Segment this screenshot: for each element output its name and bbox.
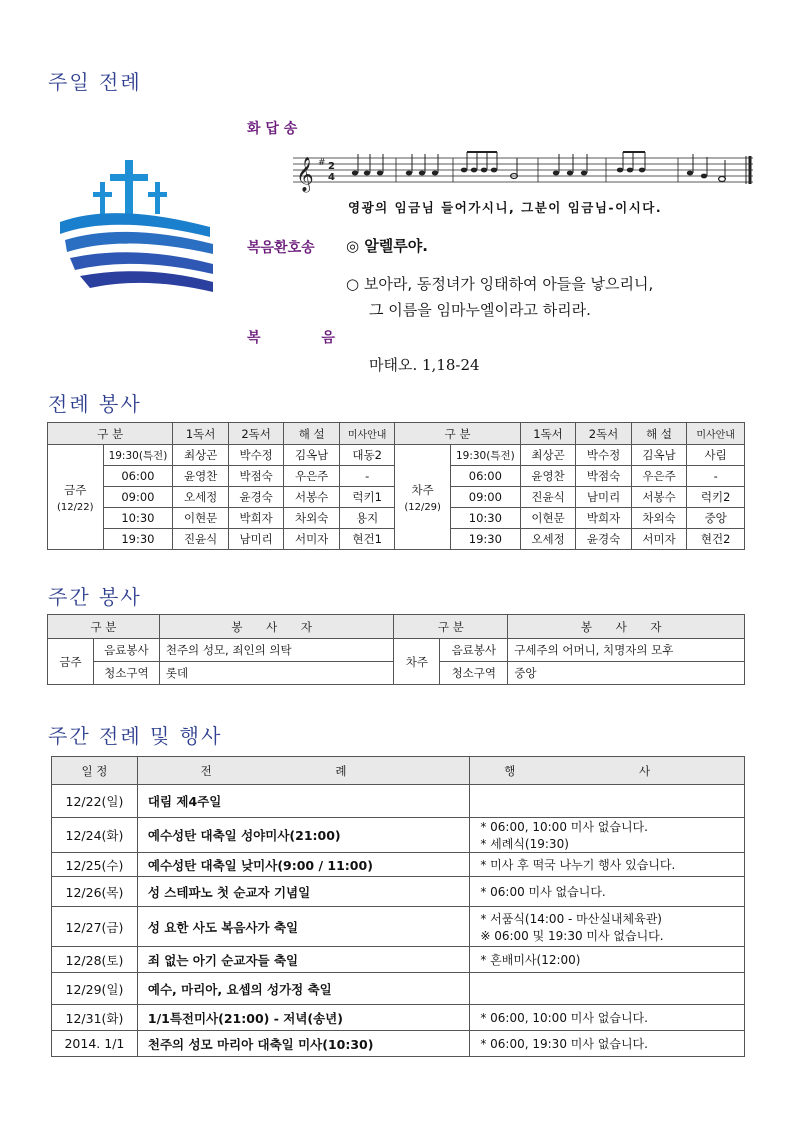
weekly-service-table	[47, 614, 745, 685]
table-row: 12/26(목) 성 스테파노 첫 순교자 기념일 * 06:00 미사 없습니다.	[52, 877, 745, 907]
gospel-reference: 마태오. 1,18-24	[369, 356, 480, 374]
header-guide-next: 미사안내	[687, 423, 745, 445]
svg-text:4: 4	[328, 172, 335, 183]
responsorial-label: 화 답 송	[247, 121, 298, 137]
table-row: 12/24(화) 예수성탄 대축일 성야미사(21:00) * 06:00, 10:00 미사 없습니다. * 세례식(19:30)	[52, 818, 745, 853]
psalm-lyrics: 영광의 임금님 들어가시니, 그분이 임금님-이시다.	[348, 200, 663, 215]
header-volunteer: 봉 사 자	[159, 615, 394, 639]
weekly-service-title: 주간 봉사	[48, 585, 142, 609]
alleluia-label: 복음환호송	[247, 240, 315, 256]
table-row: 금주 (12/22) 19:30(특전) 최상곤 박수정 김옥남 대동2 차주 (12/29) 19:30(특전) 최상곤 박수정 김옥남 사림	[48, 445, 745, 466]
header-category: 구 분	[48, 615, 160, 639]
header-commentary: 해 설	[284, 423, 340, 445]
verse-line-1: ○ 보아라, 동정녀가 잉태하여 아들을 낳으리니,	[346, 275, 654, 293]
table-row: 청소구역 롯데 청소구역 중앙	[48, 662, 745, 685]
table-row: 12/22(일) 대림 제4주일	[52, 785, 745, 818]
header-date: 일 정	[52, 757, 138, 785]
header-commentary-next: 해 설	[631, 423, 687, 445]
gospel-label: 복 음	[247, 330, 363, 346]
schedule-table	[51, 756, 745, 1057]
table-row: 금주 음료봉사 천주의 성모, 죄인의 의탁 차주 음료봉사 구세주의 어머니, 치명자의 모후	[48, 639, 745, 662]
header-guide: 미사안내	[339, 423, 395, 445]
header-category-next: 구 분	[394, 615, 508, 639]
table-row: 12/28(토) 죄 없는 아기 순교자들 축일 * 혼배미사(12:00)	[52, 947, 745, 973]
table-row: 2014. 1/1 천주의 성모 마리아 대축일 미사(10:30) * 06:00, 19:30 미사 없습니다.	[52, 1031, 745, 1057]
header-liturgy: 전 례	[137, 757, 469, 785]
table-row: 12/27(금) 성 요한 사도 복음사가 축일 * 서품식(14:00 - 마산실내체육관) ※ 06:00 및 19:30 미사 없습니다.	[52, 907, 745, 947]
table-row: 09:00 오세정 윤경숙 서봉수 럭키1 09:00 진윤식 남미리 서봉수 럭키2	[48, 487, 745, 508]
table-row: 10:30 이현문 박희자 차외숙 용지 10:30 이현문 박희자 차외숙 중앙	[48, 508, 745, 529]
header-reading1-next: 1독서	[520, 423, 576, 445]
header-reading1: 1독서	[173, 423, 229, 445]
header-category-next: 구 분	[395, 423, 520, 445]
header-volunteer-next: 봉 사 자	[508, 615, 745, 639]
table-row: 12/25(수) 예수성탄 대축일 낮미사(9:00 / 11:00) * 미사 후 떡국 나누기 행사 있습니다.	[52, 853, 745, 877]
svg-text:𝄞: 𝄞	[296, 157, 314, 192]
verse-line-2: 그 이름을 임마누엘이라고 하리라.	[369, 301, 591, 319]
header-reading2: 2독서	[228, 423, 284, 445]
table-row: 19:30 진윤식 남미리 서미자 현건1 19:30 오세정 윤경숙 서미자 현건2	[48, 529, 745, 550]
parish-logo	[55, 152, 215, 312]
alleluia-text: ◎ 알렐루야.	[346, 237, 428, 255]
header-category: 구 분	[48, 423, 173, 445]
header-reading2-next: 2독서	[576, 423, 632, 445]
header-event: 행 사	[470, 757, 745, 785]
table-row: 12/29(일) 예수, 마리아, 요셉의 성가정 축일	[52, 973, 745, 1005]
liturgy-service-title: 전례 봉사	[48, 392, 142, 416]
table-row: 12/31(화) 1/1특전미사(21:00) - 저녁(송년) * 06:00, 10:00 미사 없습니다.	[52, 1005, 745, 1031]
next-week-cell: 차주 (12/29)	[395, 445, 451, 550]
music-staff	[288, 150, 758, 198]
svg-text:#: #	[318, 158, 326, 168]
svg-text:2: 2	[328, 161, 335, 172]
liturgy-service-table	[47, 422, 745, 550]
table-row: 06:00 윤영찬 박점숙 우은주 - 06:00 윤영찬 박점숙 우은주 -	[48, 466, 745, 487]
this-week-cell: 금주 (12/22)	[48, 445, 104, 550]
schedule-title: 주간 전례 및 행사	[48, 724, 223, 748]
page-title: 주일 전례	[48, 70, 142, 94]
